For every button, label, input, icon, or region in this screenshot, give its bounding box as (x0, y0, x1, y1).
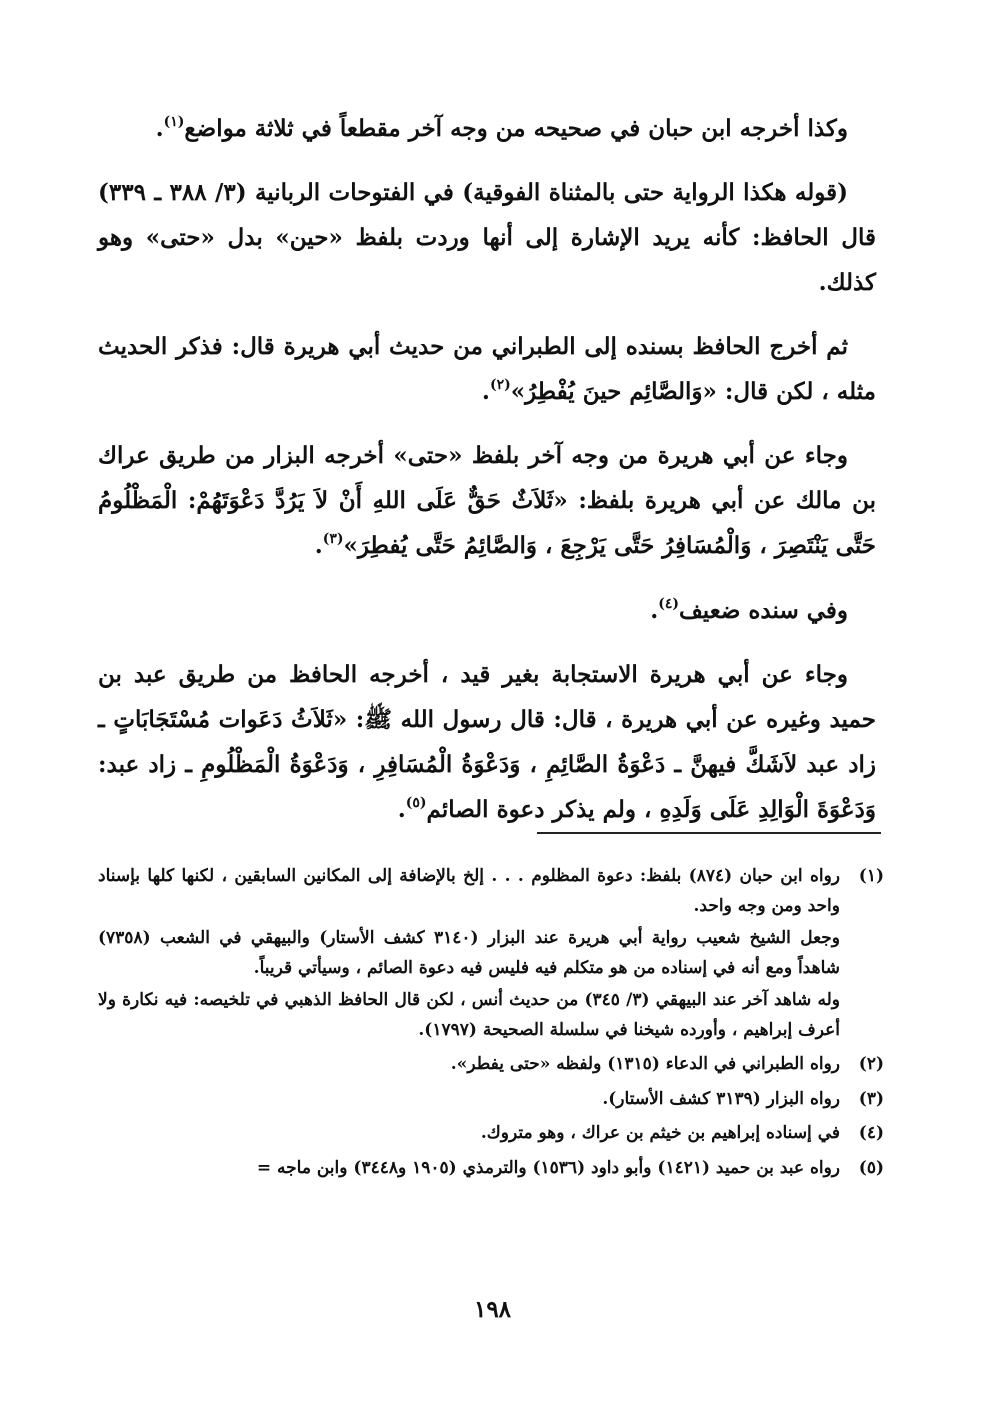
main-text (98, 106, 876, 851)
footnote-number: (٢) (858, 1054, 884, 1074)
footnote-4 (98, 1119, 884, 1152)
paragraph-1-text: وكذا أخرجه ابن حبان في صحيحه من وجه آخر مقطعاً في ثلاثة مواضع (184, 115, 848, 142)
footnote-ref-4[interactable]: (٤) (658, 596, 679, 612)
paragraph-3-text: ثم أخرج الحافظ بسنده إلى الطبراني من حديث أبي هريرة قال: فذكر الحديث مثله ، لكن قال: «وَالصَّائِم حينَ يُفْطِرُ» (98, 333, 876, 405)
footnote-ref-2[interactable]: (٢) (489, 377, 511, 393)
footnote-3 (98, 1085, 884, 1118)
footnote-number: (٥) (858, 1157, 884, 1178)
paragraph-6 (98, 652, 876, 832)
footnote-text: وله شاهد آخر عند البيهقي (٣/ ٣٤٥) من حديث أنس ، لكن قال الحافظ الذهبي في تلخيصه: فيه نكارة ولا أعرف إبراهيم ، وأورده شيخنا في سلسلة الصحيحة (١٧٩٧). (98, 990, 840, 1040)
footnote-separator (537, 832, 881, 834)
paragraph-5-text: وفي سنده ضعيف (679, 597, 848, 624)
paragraph-4-text: وجاء عن أبي هريرة من وجه آخر بلفظ «حتى» أخرجه البزار من طريق عراك بن مالك عن أبي هريرة بلفظ: «ثَلاَثٌ حَقٌّ عَلَى اللهِ أَنْ لاَ يَرُدَّ دَعْوَتَهُمْ: الْمَظْلُومُ حَتَّى يَنْتَصِرَ ، وَالْمُسَافِرُ حَتَّى يَرْجِعَ ، وَالصَّائِمُ حَتَّى يُفطِرَ» (98, 442, 876, 559)
footnote-body (98, 862, 840, 1048)
footnote-text: في إسناده إبراهيم بن خيثم بن عراك ، وهو متروك. (480, 1123, 840, 1143)
footnote-number: (٣) (858, 1088, 884, 1109)
paragraph-6-text: وجاء عن أبي هريرة الاستجابة بغير قيد ، أخرجه الحافظ من طريق عبد بن حميد وغيره عن أبي هريرة ، قال: قال رسول الله ﷺ: «ثَلاَثُ دَعَوات مُسْتَجَابَاتٍ ـ زاد عبد لاَشَكَّ فيهنَّ ـ دَعْوَةُ الصَّائِمِ ، وَدَعْوَةُ الْمُسَافِرِ ، وَدَعْوَةُ الْمَظْلُومِ ـ زاد عبد: وَدَعْوَةَ الْوَالِدِ عَلَى وَلَدِهِ ، ولم يذكر دعوة الصائم (98, 661, 876, 823)
footnote-body (98, 1119, 840, 1152)
paragraph-3 (98, 324, 876, 414)
paragraph-1-end: . (155, 115, 164, 142)
footnote-2 (98, 1050, 884, 1083)
footnote-body (98, 1154, 840, 1187)
footnotes (98, 862, 884, 1188)
footnote-text: وجعل الشيخ شعيب رواية أبي هريرة عند البزار (٣١٤٠ كشف الأستار) والبيهقي في الشعب (٧٣٥٨) شاهداً ومع أنه في إسناده من هو متكلم فيه فليس فيه دعوة الصائم ، وسيأتي قريباً. (98, 928, 840, 978)
paragraph-4 (98, 433, 876, 568)
footnote-ref-5[interactable]: (٥) (405, 795, 427, 811)
footnote-ref-1[interactable]: (١) (163, 114, 185, 130)
paragraph-5 (98, 588, 876, 633)
footnote-text: رواه عبد بن حميد (١٤٢١) وأبو داود (١٥٣٦) والترمذي (١٩٠٥ و٣٤٤٨) وابن ماجه = (256, 1157, 840, 1178)
footnote-body (98, 1050, 840, 1083)
footnote-number: (٤) (858, 1123, 884, 1143)
footnote-text: رواه الطبراني في الدعاء (١٣١٥) ولفظه «حتى يفطر». (450, 1054, 840, 1074)
footnote-1 (98, 862, 884, 1048)
paragraph-2-text: (قوله هكذا الرواية حتى بالمثناة الفوقية) في الفتوحات الربانية (٣/ ٣٨٨ ـ ٣٣٩) قال الحافظ: كأنه يريد الإشارة إلى أنها وردت بلفظ «حين» بدل «حتى» وهو كذلك. (98, 179, 876, 296)
footnote-body (98, 1085, 840, 1118)
paragraph-6-end: . (397, 796, 406, 823)
paragraph-4-end: . (314, 532, 323, 559)
paragraph-5-end: . (650, 597, 659, 624)
page-number: ١٩٨ (473, 1296, 512, 1323)
paragraph-3-end: . (481, 378, 490, 405)
footnote-5 (98, 1154, 884, 1187)
footnote-text: رواه البزار (٣١٣٩ كشف الأستار). (602, 1088, 840, 1109)
footnote-ref-3[interactable]: (٣) (322, 531, 344, 547)
footnote-number: (١) (858, 866, 884, 886)
paragraph-2 (98, 170, 876, 305)
footnote-text: رواه ابن حبان (٨٧٤) بلفظ: دعوة المظلوم . . . إلخ بالإضافة إلى المكانين السابقين ، لكنها كلها بإسناد واحد ومن وجه واحد. (98, 866, 840, 916)
paragraph-1 (98, 106, 876, 151)
